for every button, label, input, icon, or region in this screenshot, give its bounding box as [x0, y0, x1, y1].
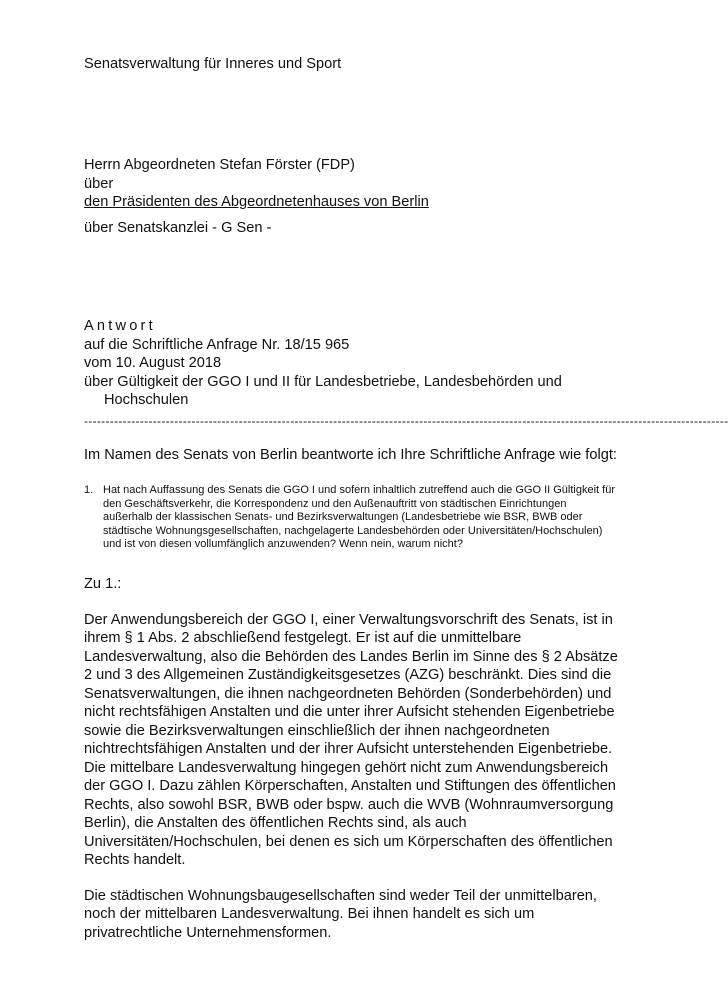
- president-line: den Präsidenten des Abgeordnetenhauses von Berlin: [84, 194, 429, 210]
- question-item: [84, 484, 619, 552]
- question-text: Hat nach Auffassung des Senats die GGO I und sofern inhaltlich zutreffend auch die GGO II Gültigkeit für den Geschäftsverkehr, die Korrespondenz und den Außenauftritt von städtischen Einrichtungen außerhalb der klassischen Senats- und Bezirksverwaltungen (Landesbetriebe wie BSR, BWB oder städtische Wohnungsgesellschaften, nachgelagerte Landesbehörden oder Universitäten/Hochschulen) und ist von diesen vollumfänglich anzuwenden? Wenn nein, warum nicht?: [103, 484, 615, 550]
- response-paragraph-1: Der Anwendungsbereich der GGO I, einer Verwaltungsvorschrift des Senats, ist in ihrem § 1 Abs. 2 abschließend festgelegt. Er ist auf die unmittelbare Landesverwaltung, also die Behörden des Landes Berlin im Sinne des § 2 Absätze 2 und 3 des Allgemeinen Zuständigkeitsgesetzes (AZG) beschränkt. Dies sind die Senatsverwaltungen, die ihnen nachgeordneten Behörden (Sonderbehörden) und nicht rechtsfähigen Anstalten und die unter ihrer Aufsicht stehenden Eigenbetriebe sowie die Bezirksverwaltungen einschließlich der ihnen nachgeordneten nichtrechtsfähigen Anstalten und der ihrer Aufsicht unterstehenden Eigenbetriebe. Die mittelbare Landesverwaltung hingegen gehört nicht zum Anwendungsbereich der GGO I. Dazu zählen Körperschaften, Anstalten und Stiftungen des öffentlichen Rechts, also sowohl BSR, BWB oder bspw. auch die WVB (Wohnraumversorgung Berlin), die Anstalten des öffentlichen Rechts sind, als auch Universitäten/Hochschulen, bei denen es sich um Körperschaften des öffentlichen Rechts handelt.: [84, 611, 618, 868]
- via-word: über: [84, 175, 114, 192]
- response-block: [84, 575, 624, 942]
- inquiry-number: auf die Schriftliche Anfrage Nr. 18/15 965: [84, 336, 350, 353]
- address-block: [84, 156, 624, 212]
- response-paragraph-2: Die städtischen Wohnungsbaugesellschaften sind weder Teil der unmittelbaren, noch der mittelbaren Landesverwaltung. Bei ihnen handelt es sich um privatrechtliche Unternehmensformen.: [84, 887, 597, 941]
- subject-line-1: über Gültigkeit der GGO I und II für Landesbetriebe, Landesbehörden und: [84, 373, 562, 390]
- via-chancellery: über Senatskanzlei - G Sen -: [84, 220, 272, 236]
- separator-line: ------------------------------------------------------------------------------------------------------------------------------------------------------: [84, 414, 728, 428]
- question-number: 1.: [84, 484, 94, 496]
- inquiry-date: vom 10. August 2018: [84, 355, 222, 371]
- intro-sentence: Im Namen des Senats von Berlin beantworte ich Ihre Schriftliche Anfrage wie folgt:: [84, 447, 617, 463]
- recipient-name: Herrn Abgeordneten Stefan Förster (FDP): [84, 157, 355, 173]
- answer-header: [84, 317, 624, 410]
- subject-line-2: Hochschulen: [104, 392, 189, 408]
- response-heading: Zu 1.:: [84, 576, 122, 592]
- answer-label: Antwort: [84, 318, 156, 334]
- sender-department: Senatsverwaltung für Inneres und Sport: [84, 56, 342, 72]
